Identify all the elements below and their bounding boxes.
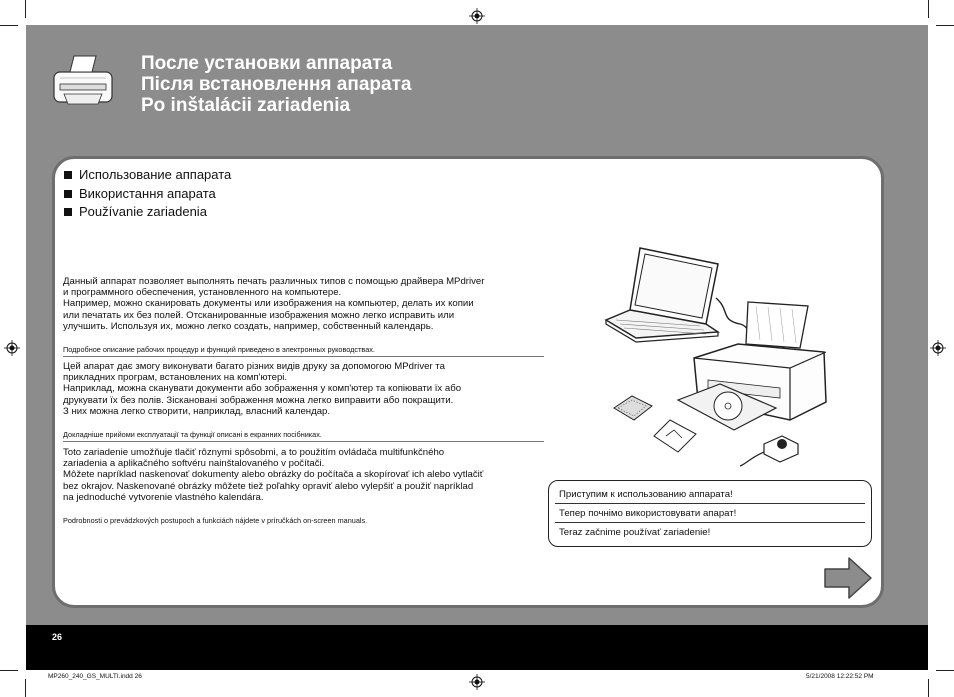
registration-mark-icon <box>930 340 946 356</box>
note-russian: Подробное описание рабочих процедур и функций приведено в электронных руководствах. <box>63 345 375 354</box>
crop-mark <box>928 0 929 18</box>
greeting-slovak: Teraz začnime používať zariadenie! <box>559 527 711 538</box>
page-number: 26 <box>52 632 63 642</box>
greeting-russian: Приступим к использованию аппарата! <box>559 489 733 500</box>
bullet-icon <box>64 208 72 216</box>
paragraph-ukrainian: Цей апарат дає змогу виконувати багато різних видів друку за допомогою MPdriver та прикладних програм, встановлених на комп'ютері. Наприклад, можна сканувати документи або зображення у комп'ютер та копіювати їх або друкувати їх без полів. Зіскановані зображення можна легко виправити або покращити. З них можна легко створити, наприклад, власний календар. <box>63 361 462 417</box>
section-menu <box>64 166 231 222</box>
crop-mark <box>0 25 18 26</box>
crop-mark <box>936 25 954 26</box>
crop-mark <box>25 679 26 697</box>
greeting-ukrainian: Тепер почнімо використовувати апарат! <box>559 508 737 519</box>
menu-item: Používanie zariadenia <box>64 203 231 222</box>
menu-item: Использование аппарата <box>64 166 231 185</box>
crop-mark <box>928 679 929 697</box>
greeting-box <box>548 480 872 547</box>
crop-mark <box>25 0 26 18</box>
registration-mark-icon <box>469 674 485 690</box>
crop-mark <box>0 670 18 671</box>
footer-band <box>26 625 928 670</box>
paragraph-slovak: Toto zariadenie umožňuje tlačiť rôznymi spôsobmi, a to použitím ovládača multifunkčného zariadenia a aplikačného softvéru nainštalovaného v počítači. Môžete napríklad naskenovať dokumenty alebo obrázky do počítača a skopírovať ich alebo vytlačiť bez okrajov. Naskenované obrázky môžete tiež poľahky opraviť alebo vylepšiť a použiť napríklad na jednoduché vytvorenie vlastného kalendára. <box>63 447 484 503</box>
page-title <box>141 53 411 116</box>
note-ukrainian: Докладніше прийоми експлуатації та функції описані в екранних посібниках. <box>63 430 322 439</box>
divider <box>555 503 865 504</box>
printer-icon <box>50 54 118 112</box>
divider <box>63 356 544 357</box>
file-slug: MP260_240_GS_MULTI.indd 26 <box>48 673 142 680</box>
title-ukrainian: Після встановлення апарата <box>141 74 412 95</box>
registration-mark-icon <box>4 340 20 356</box>
divider <box>555 522 865 523</box>
registration-mark-icon <box>469 8 485 24</box>
menu-item: Використання апарата <box>64 185 231 204</box>
title-russian: После установки аппарата <box>141 53 393 74</box>
next-page-arrow-icon[interactable] <box>823 556 873 600</box>
bullet-icon <box>64 190 72 198</box>
paragraph-russian: Данный аппарат позволяет выполнять печать различных типов с помощью драйвера MPdriver и программного обеспечения, установленного на компьютере. Например, можно сканировать документы или изображения на компьютер, делать их копии или печатать их без полей. Отсканированные изображения можно легко исправить или улучшить. Используя их, можно легко создать, например, собственный календарь. <box>63 276 485 332</box>
divider <box>63 441 544 442</box>
bullet-icon <box>64 171 72 179</box>
title-slovak: Po inštalácii zariadenia <box>141 95 351 116</box>
laptop-printer-illustration <box>600 240 840 476</box>
crop-mark <box>936 670 954 671</box>
date-slug: 5/21/2008 12:22:52 PM <box>806 673 874 680</box>
note-slovak: Podrobnosti o prevádzkových postupoch a funkciách nájdete v príručkách on-screen manuals. <box>63 516 368 525</box>
